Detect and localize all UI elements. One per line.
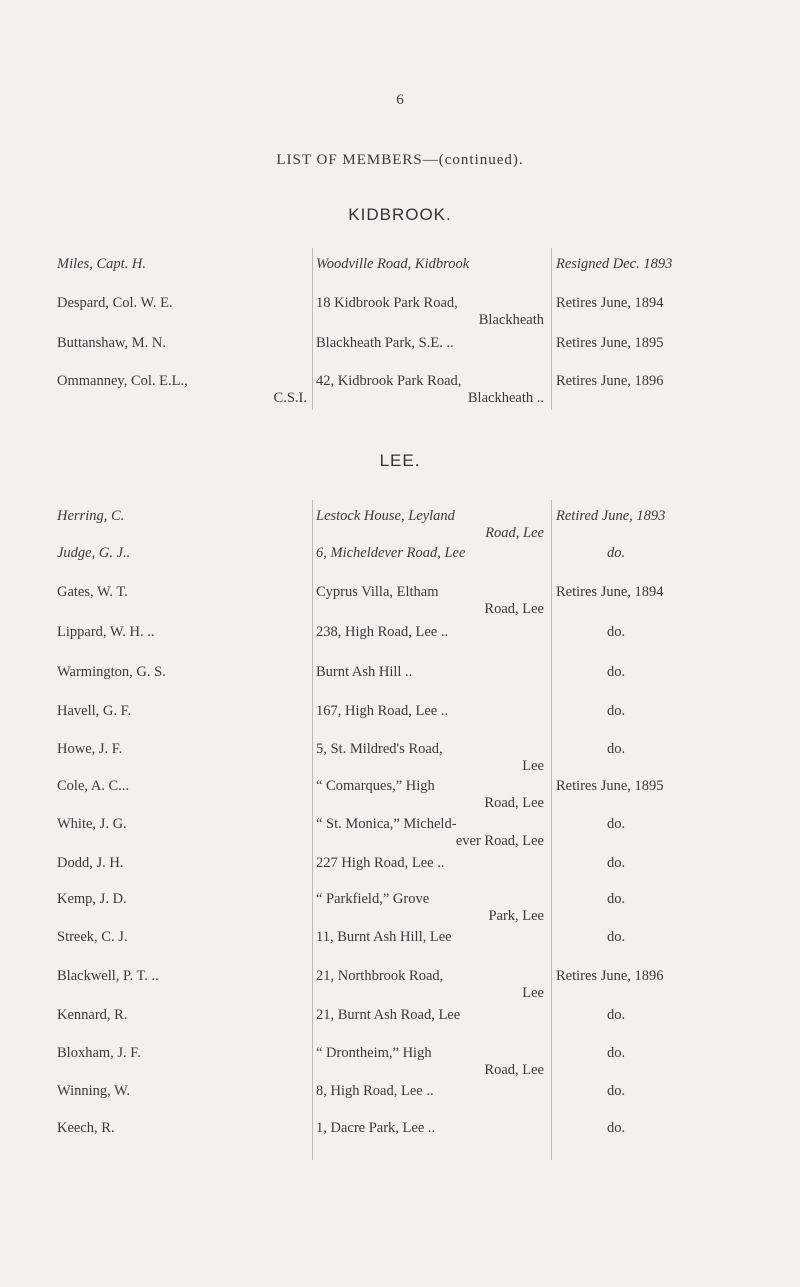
member-address-cell bbox=[316, 703, 544, 720]
member-address-cell bbox=[316, 295, 544, 329]
member-address: Cyprus Villa, Eltham bbox=[316, 584, 439, 600]
member-name-cell bbox=[57, 335, 307, 352]
member-status: Retires June, 1895 bbox=[556, 335, 664, 351]
member-name-cell bbox=[57, 891, 307, 908]
column-divider bbox=[312, 500, 313, 1160]
member-address-cell bbox=[316, 373, 544, 407]
member-address-cell bbox=[316, 741, 544, 775]
member-name-cell bbox=[57, 295, 307, 312]
member-status: Retires June, 1894 bbox=[556, 584, 664, 600]
member-name: Miles, Capt. H. bbox=[57, 256, 147, 272]
member-name: Kennard, R. bbox=[57, 1007, 128, 1023]
member-name-cell bbox=[57, 929, 307, 946]
member-address: “ St. Monica,” Micheld- bbox=[316, 816, 457, 832]
member-status: do. bbox=[606, 1120, 626, 1136]
member-name-cell bbox=[57, 256, 307, 273]
member-status: do. bbox=[606, 929, 626, 945]
member-address-cell bbox=[316, 855, 544, 872]
member-address-cell bbox=[316, 256, 544, 273]
member-address-continuation: Road, Lee bbox=[484, 1062, 544, 1078]
member-status: do. bbox=[606, 816, 626, 832]
member-address: 42, Kidbrook Park Road, bbox=[316, 373, 462, 389]
column-divider bbox=[551, 248, 552, 410]
member-address: 167, High Road, Lee .. bbox=[316, 703, 449, 719]
member-name: Howe, J. F. bbox=[57, 741, 123, 757]
member-address-continuation: ever Road, Lee bbox=[455, 833, 544, 849]
member-name: Warmington, G. S. bbox=[57, 664, 166, 680]
member-name: Cole, A. C... bbox=[57, 778, 130, 794]
member-address-cell bbox=[316, 624, 544, 641]
member-address-cell bbox=[316, 968, 544, 1002]
member-status: Retires June, 1896 bbox=[556, 373, 664, 389]
member-name: Streek, C. J. bbox=[57, 929, 128, 945]
member-status: do. bbox=[606, 703, 626, 719]
member-name: Herring, C. bbox=[57, 508, 125, 524]
member-status: do. bbox=[606, 1083, 626, 1099]
member-address-cell bbox=[316, 1007, 544, 1024]
member-address: 21, Northbrook Road, bbox=[316, 968, 444, 984]
member-name: Winning, W. bbox=[57, 1083, 131, 1099]
member-address-cell bbox=[316, 1045, 544, 1079]
section-heading: KIDBROOK. bbox=[348, 205, 452, 224]
member-name: Buttanshaw, M. N. bbox=[57, 335, 167, 351]
member-address: 6, Micheldever Road, Lee bbox=[316, 545, 466, 561]
member-address-cell bbox=[316, 545, 544, 562]
member-name: Despard, Col. W. E. bbox=[57, 295, 173, 311]
member-name: Blackwell, P. T. .. bbox=[57, 968, 159, 984]
member-name: Havell, G. F. bbox=[57, 703, 132, 719]
member-address-cell bbox=[316, 508, 544, 542]
member-name: White, J. G. bbox=[57, 816, 127, 832]
member-address: Burnt Ash Hill .. bbox=[316, 664, 413, 680]
member-address-continuation: Road, Lee bbox=[484, 795, 544, 811]
member-status: do. bbox=[606, 624, 626, 640]
member-name-cell bbox=[57, 624, 307, 641]
member-address-cell bbox=[316, 778, 544, 812]
member-name-cell bbox=[57, 855, 307, 872]
member-status: Retires June, 1894 bbox=[556, 295, 664, 311]
member-status: do. bbox=[606, 741, 626, 757]
member-name-cell bbox=[57, 373, 307, 407]
member-name-cell bbox=[57, 1007, 307, 1024]
member-status: do. bbox=[606, 855, 626, 871]
member-name-cell bbox=[57, 508, 307, 525]
member-address: “ Parkfield,” Grove bbox=[316, 891, 430, 907]
member-name-cell bbox=[57, 968, 307, 985]
member-name: Ommanney, Col. E.L., bbox=[57, 373, 188, 389]
member-address-cell bbox=[316, 1083, 544, 1100]
member-address-continuation: Blackheath .. bbox=[467, 390, 544, 406]
member-status: Retired June, 1893 bbox=[556, 508, 666, 524]
member-name: Bloxham, J. F. bbox=[57, 1045, 141, 1061]
column-divider bbox=[312, 248, 313, 410]
member-name: Keech, R. bbox=[57, 1120, 115, 1136]
member-address-continuation: Lee bbox=[522, 985, 544, 1001]
member-address-continuation: Blackheath bbox=[478, 312, 544, 328]
member-name-continuation: C.S.I. bbox=[273, 390, 307, 406]
member-status: do. bbox=[606, 891, 626, 907]
member-address-cell bbox=[316, 335, 544, 352]
member-address-cell bbox=[316, 891, 544, 925]
member-address-cell bbox=[316, 816, 544, 850]
member-address-continuation: Lee bbox=[522, 758, 544, 774]
member-status: do. bbox=[606, 664, 626, 680]
member-address: Lestock House, Leyland bbox=[316, 508, 455, 524]
member-address-cell bbox=[316, 929, 544, 946]
member-address-cell bbox=[316, 1120, 544, 1137]
member-status: Retires June, 1895 bbox=[556, 778, 664, 794]
list-title: LIST OF MEMBERS—(continued). bbox=[276, 152, 524, 168]
member-address: “ Drontheim,” High bbox=[316, 1045, 432, 1061]
member-address: Blackheath Park, S.E. .. bbox=[316, 335, 454, 351]
member-status: do. bbox=[606, 545, 626, 561]
member-address: “ Comarques,” High bbox=[316, 778, 435, 794]
member-name: Kemp, J. D. bbox=[57, 891, 127, 907]
member-status: Resigned Dec. 1893 bbox=[556, 256, 673, 272]
member-status: do. bbox=[606, 1007, 626, 1023]
member-name-cell bbox=[57, 778, 307, 795]
member-status: Retires June, 1896 bbox=[556, 968, 664, 984]
member-address: Woodville Road, Kidbrook bbox=[316, 256, 470, 272]
member-address-cell bbox=[316, 584, 544, 618]
member-name-cell bbox=[57, 1045, 307, 1062]
member-address-continuation: Park, Lee bbox=[488, 908, 544, 924]
member-address: 18 Kidbrook Park Road, bbox=[316, 295, 458, 311]
page-number: 6 bbox=[396, 92, 404, 108]
member-address: 11, Burnt Ash Hill, Lee bbox=[316, 929, 452, 945]
member-address-cell bbox=[316, 664, 544, 681]
member-status: do. bbox=[606, 1045, 626, 1061]
member-name-cell bbox=[57, 664, 307, 681]
member-name-cell bbox=[57, 816, 307, 833]
member-address: 1, Dacre Park, Lee .. bbox=[316, 1120, 436, 1136]
member-name-cell bbox=[57, 1120, 307, 1137]
member-address: 8, High Road, Lee .. bbox=[316, 1083, 434, 1099]
member-name: Judge, G. J.. bbox=[57, 545, 131, 561]
member-name-cell bbox=[57, 584, 307, 601]
member-name-cell bbox=[57, 741, 307, 758]
column-divider bbox=[551, 500, 552, 1160]
member-name-cell bbox=[57, 703, 307, 720]
member-name: Gates, W. T. bbox=[57, 584, 128, 600]
member-name: Dodd, J. H. bbox=[57, 855, 124, 871]
member-name: Lippard, W. H. .. bbox=[57, 624, 155, 640]
member-address-continuation: Road, Lee bbox=[485, 525, 544, 541]
member-address: 227 High Road, Lee .. bbox=[316, 855, 445, 871]
member-address: 5, St. Mildred's Road, bbox=[316, 741, 443, 757]
member-name-cell bbox=[57, 545, 307, 562]
member-address-continuation: Road, Lee bbox=[484, 601, 544, 617]
member-address: 21, Burnt Ash Road, Lee bbox=[316, 1007, 461, 1023]
member-name-cell bbox=[57, 1083, 307, 1100]
section-heading: LEE. bbox=[379, 451, 421, 470]
member-address: 238, High Road, Lee .. bbox=[316, 624, 449, 640]
